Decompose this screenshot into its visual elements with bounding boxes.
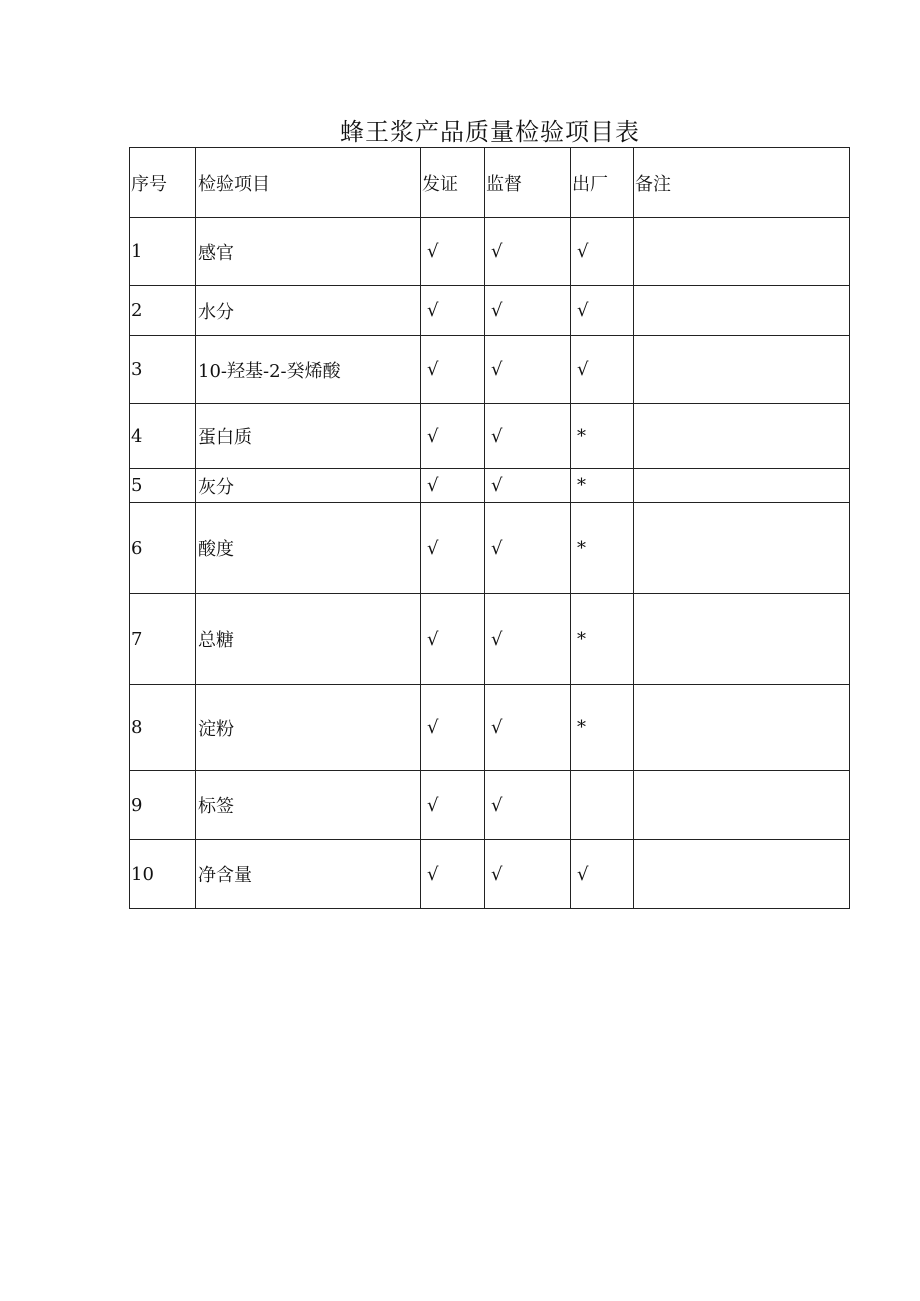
cell-serial-number: 7 <box>130 594 196 685</box>
cell-inspection-item: 10-羟基-2-癸烯酸 <box>196 336 421 404</box>
cell-inspection-item: 感官 <box>196 218 421 286</box>
cell-factory-release: √ <box>571 336 634 404</box>
cell-factory-release: √ <box>571 218 634 286</box>
cell-factory-release: √ <box>571 840 634 909</box>
cell-serial-number: 9 <box>130 771 196 840</box>
table-row <box>130 218 850 286</box>
table-row <box>130 404 850 469</box>
cell-serial-number: 2 <box>130 286 196 336</box>
cell-factory-release: √ <box>571 286 634 336</box>
cell-supervision: √ <box>485 469 571 503</box>
cell-remarks <box>634 771 850 840</box>
cell-certification: √ <box>421 218 485 286</box>
cell-serial-number: 4 <box>130 404 196 469</box>
cell-serial-number: 5 <box>130 469 196 503</box>
cell-factory-release: * <box>571 469 634 503</box>
cell-certification: √ <box>421 840 485 909</box>
cell-remarks <box>634 404 850 469</box>
cell-remarks <box>634 218 850 286</box>
cell-supervision: √ <box>485 685 571 771</box>
cell-factory-release: * <box>571 404 634 469</box>
cell-certification: √ <box>421 404 485 469</box>
cell-factory-release: * <box>571 685 634 771</box>
cell-certification: √ <box>421 771 485 840</box>
cell-remarks <box>634 503 850 594</box>
cell-inspection-item: 酸度 <box>196 503 421 594</box>
cell-factory-release: * <box>571 503 634 594</box>
cell-factory-release <box>571 771 634 840</box>
header-inspection-item: 检验项目 <box>196 148 421 218</box>
header-certification: 发证 <box>421 148 485 218</box>
cell-inspection-item: 净含量 <box>196 840 421 909</box>
cell-inspection-item: 淀粉 <box>196 685 421 771</box>
cell-certification: √ <box>421 469 485 503</box>
table-row <box>130 336 850 404</box>
cell-supervision: √ <box>485 404 571 469</box>
cell-certification: √ <box>421 336 485 404</box>
table-header-row <box>130 148 850 218</box>
cell-supervision: √ <box>485 771 571 840</box>
cell-remarks <box>634 840 850 909</box>
inspection-table <box>129 147 850 909</box>
cell-inspection-item: 标签 <box>196 771 421 840</box>
cell-remarks <box>634 336 850 404</box>
table-row <box>130 286 850 336</box>
table-row <box>130 594 850 685</box>
cell-supervision: √ <box>485 336 571 404</box>
cell-supervision: √ <box>485 503 571 594</box>
cell-supervision: √ <box>485 594 571 685</box>
table-row <box>130 771 850 840</box>
table-row <box>130 469 850 503</box>
cell-remarks <box>634 469 850 503</box>
cell-serial-number: 6 <box>130 503 196 594</box>
cell-serial-number: 10 <box>130 840 196 909</box>
cell-inspection-item: 水分 <box>196 286 421 336</box>
cell-serial-number: 8 <box>130 685 196 771</box>
cell-certification: √ <box>421 594 485 685</box>
table-row <box>130 685 850 771</box>
cell-remarks <box>634 685 850 771</box>
header-serial-number: 序号 <box>130 148 196 218</box>
cell-remarks <box>634 286 850 336</box>
cell-factory-release: * <box>571 594 634 685</box>
table-row <box>130 503 850 594</box>
cell-certification: √ <box>421 503 485 594</box>
cell-supervision: √ <box>485 286 571 336</box>
header-factory-release: 出厂 <box>571 148 634 218</box>
cell-inspection-item: 蛋白质 <box>196 404 421 469</box>
cell-supervision: √ <box>485 218 571 286</box>
table-row <box>130 840 850 909</box>
header-remarks: 备注 <box>634 148 850 218</box>
page-title: 蜂王浆产品质量检验项目表 <box>340 118 640 146</box>
cell-inspection-item: 总糖 <box>196 594 421 685</box>
cell-inspection-item: 灰分 <box>196 469 421 503</box>
header-supervision: 监督 <box>485 148 571 218</box>
cell-serial-number: 3 <box>130 336 196 404</box>
cell-remarks <box>634 594 850 685</box>
cell-supervision: √ <box>485 840 571 909</box>
cell-certification: √ <box>421 685 485 771</box>
cell-serial-number: 1 <box>130 218 196 286</box>
cell-certification: √ <box>421 286 485 336</box>
